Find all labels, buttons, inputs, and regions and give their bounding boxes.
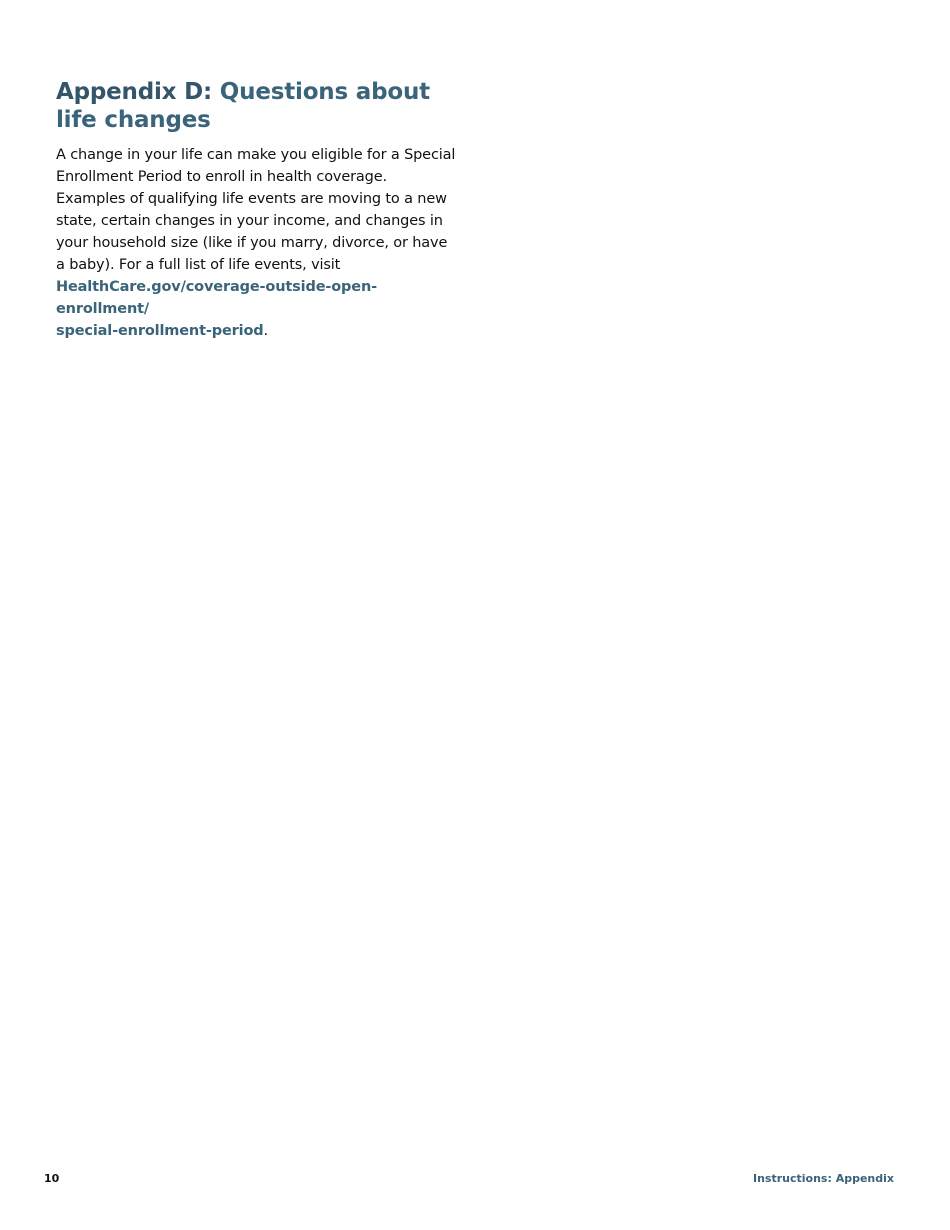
body-paragraph	[56, 144, 456, 342]
heading-prefix: Appendix D:	[56, 79, 212, 105]
link-trailing-period: .	[263, 323, 269, 339]
heading-title: Questions about life changes	[56, 79, 430, 133]
body-text: A change in your life can make you eligible for a Special Enrollment Period to enroll in health coverage. Examples of qualifying life events are moving to a new state, certain changes in your income, and changes in your household size (like if you marry, divorce, or have a baby). For a full list of life events, visit	[56, 147, 456, 273]
page-number: 10	[44, 1172, 60, 1185]
link-line-2: special-enrollment-period	[56, 323, 264, 339]
footer-section-label: Instructions: Appendix	[753, 1172, 894, 1185]
appendix-section	[56, 78, 456, 342]
special-enrollment-link[interactable]	[56, 279, 377, 339]
page-title	[56, 78, 456, 134]
link-line-1: HealthCare.gov/coverage-outside-open-enrollment/	[56, 279, 378, 317]
